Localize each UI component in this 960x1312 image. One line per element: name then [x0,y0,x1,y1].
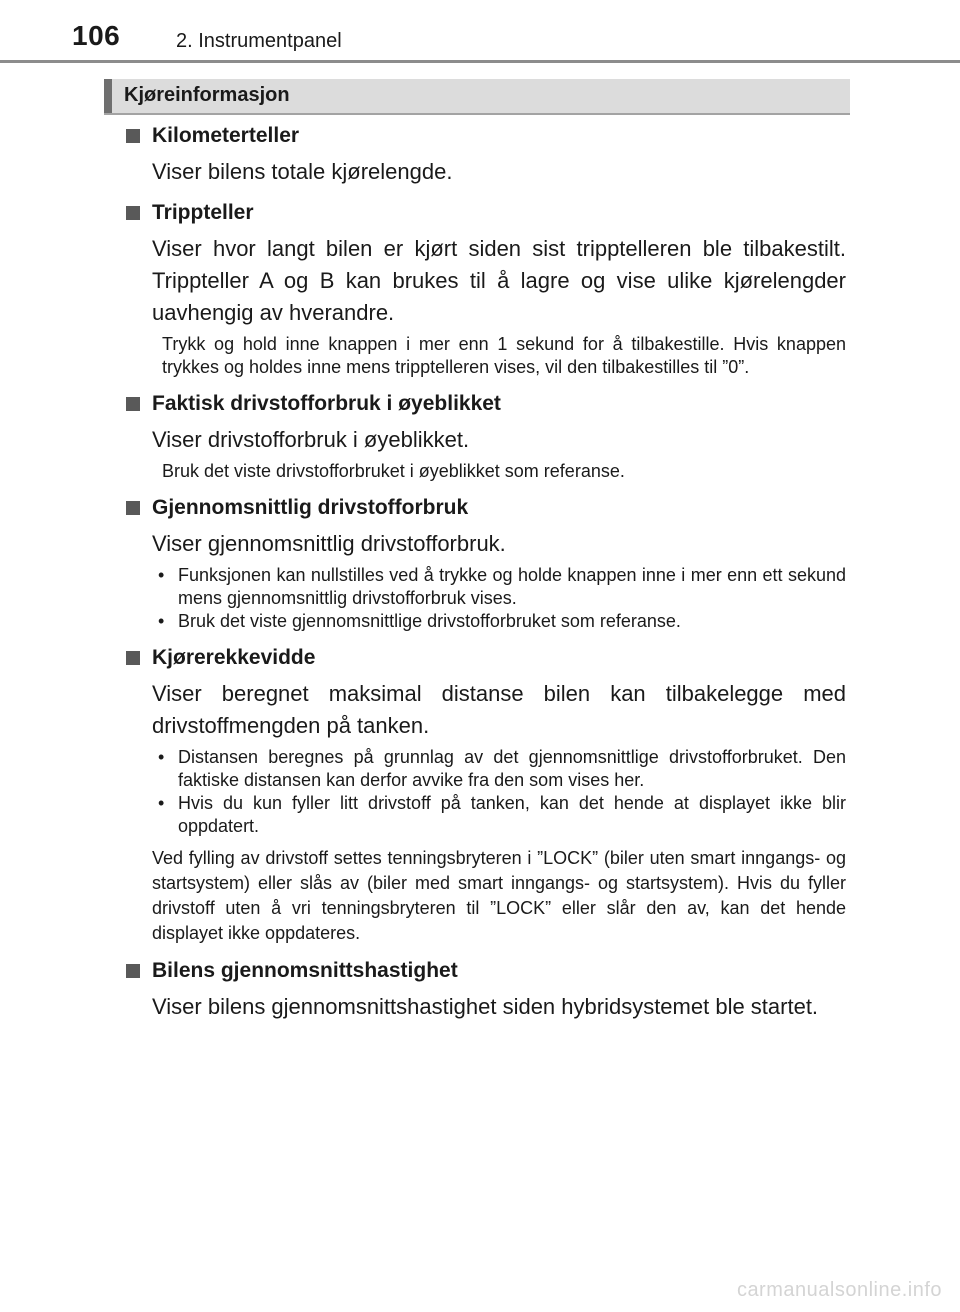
item-gjennomsnittlig-drivstofforbruk [104,493,846,633]
square-bullet-icon [126,397,140,411]
list-item: • Bruk det viste gjennomsnittlige drivstofforbruket som referanse. [178,610,846,633]
item-heading-text: Kjørerekkevidde [152,646,316,669]
item-body: Viser bilens gjennomsnittshastighet siden hybridsystemet ble startet. [152,994,819,1019]
content [104,121,846,1023]
item-body: Viser drivstofforbruk i øyeblikket. [152,427,470,452]
item-kilometerteller [104,121,846,188]
item-kjorerekkevidde [104,643,846,946]
item-note: Bruk det viste drivstofforbruket i øyeblikket som referanse. [162,461,625,481]
item-heading-text: Kilometerteller [152,124,300,147]
page-number: 106 [72,20,121,51]
section-title: Kjøreinformasjon [124,84,290,106]
section-accent [104,79,112,113]
item-extra-note: Ved fylling av drivstoff settes tenningsbryteren i ”LOCK” (biler uten smart inngangs- og startsystem) eller slås av (biler med smart inngangs- og startsystem). Hvis du fyller drivstoff uten å vri tenningsbryteren til ”LOCK” eller slår den av, kan det hende displayet ikke oppdateres. [152,848,846,943]
item-body: Viser hvor langt bilen er kjørt siden sist tripptelleren ble tilbakestilt. Trippteller A og B kan brukes til å lagre og vise ulike kjørelengder uavhengig av hverandre. [152,236,846,325]
item-faktisk-drivstofforbruk [104,389,846,483]
item-heading [104,956,846,986]
page-header [0,0,960,62]
item-body: Viser bilens totale kjørelengde. [152,159,453,184]
square-bullet-icon [126,651,140,665]
item-heading-text: Faktisk drivstofforbruk i øyeblikket [152,392,501,415]
item-heading [104,493,846,523]
item-heading-text: Gjennomsnittlig drivstofforbruk [152,496,469,519]
item-heading [104,643,846,673]
square-bullet-icon [126,129,140,143]
chapter-title: 2. Instrumentpanel [176,30,342,52]
item-heading-text: Trippteller [152,201,254,224]
watermark: carmanualsonline.info [736,1279,942,1301]
item-bullet-list [104,564,846,633]
item-heading-text: Bilens gjennomsnittshastighet [152,959,458,982]
item-body: Viser beregnet maksimal distanse bilen kan tilbakelegge med drivstoffmengden på tanken. [152,681,846,738]
square-bullet-icon [126,206,140,220]
item-body: Viser gjennomsnittlig drivstofforbruk. [152,531,506,556]
item-bullet-list [104,746,846,838]
item-heading [104,121,846,151]
list-item: • Distansen beregnes på grunnlag av det gjennomsnittlige drivstofforbruket. Den faktiske distansen kan derfor avvike fra den som vises her. [178,746,846,792]
list-item: • Hvis du kun fyller litt drivstoff på tanken, kan det hende at displayet ikke blir oppdatert. [178,792,846,838]
item-note: Trykk og hold inne knappen i mer enn 1 sekund for å tilbakestille. Hvis knappen trykkes og holdes inne mens tripptelleren vises, vil den tilbakestilles til ”0”. [162,334,846,377]
item-trippteller [104,198,846,379]
item-heading [104,198,846,228]
header-rule [0,60,960,63]
square-bullet-icon [126,501,140,515]
item-gjennomsnittshastighet [104,956,846,1023]
square-bullet-icon [126,964,140,978]
section-title-bar [104,79,850,115]
item-heading [104,389,846,419]
list-item: • Funksjonen kan nullstilles ved å trykke og holde knappen inne i mer enn ett sekund mens gjennomsnittlig drivstofforbruk vises. [178,564,846,610]
